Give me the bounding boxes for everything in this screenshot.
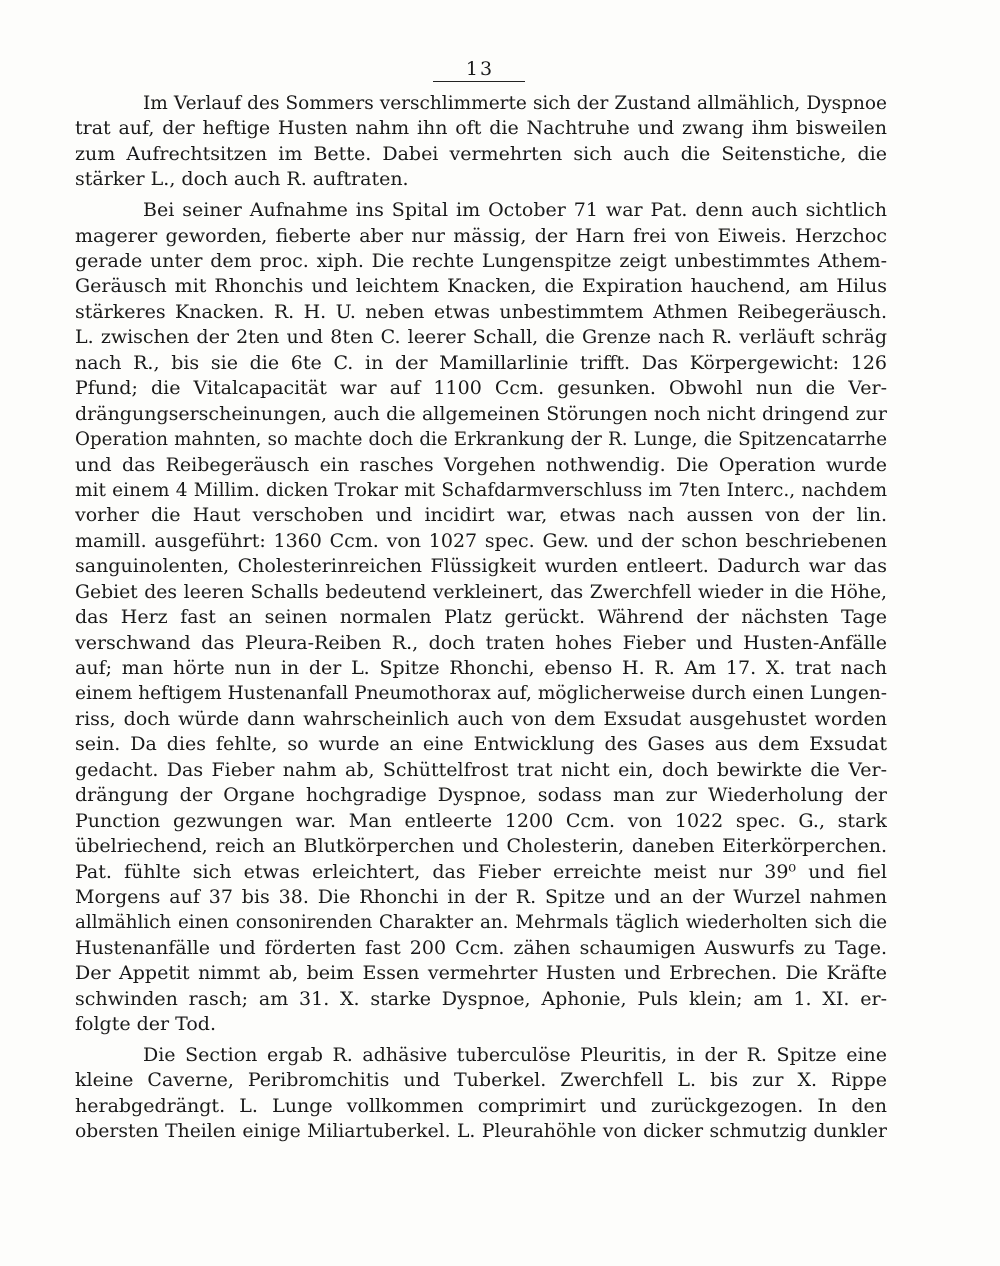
- text-line: übelriechend, reich an Blutkörperchen und Cholesterin, daneben Eiterkörperchen.: [75, 835, 887, 858]
- text-line: obersten Theilen einige Miliartuberkel. L. Pleurahöhle von dicker schmutzig dunkler: [75, 1121, 887, 1143]
- paragraph-3: [75, 1043, 887, 1145]
- text-line: Gebiet des leeren Schalls bedeutend verkleinert, das Zwerchfell wieder in die Höhe,: [75, 581, 887, 603]
- text-line: mamill. ausgeführt: 1360 Ccm. von 1027 spec. Gew. und der schon beschriebenen: [75, 529, 887, 552]
- text-line: und das Reibegeräusch ein rasches Vorgehen nothwendig. Die Operation wurde: [75, 453, 887, 476]
- text-line: mit einem 4 Millim. dicken Trokar mit Schafdarmverschluss im 7ten Interc., nachdem: [75, 479, 887, 501]
- text-line: stärker L., doch auch R. auftraten.: [75, 168, 409, 191]
- text-line: drängung der Organe hochgradige Dyspnoe, sodass man zur Wiederholung der: [75, 784, 887, 807]
- text-line: gedacht. Das Fieber nahm ab, Schüttelfrost trat nicht ein, doch bewirkte die Ver-: [75, 758, 887, 781]
- text-line: Der Appetit nimmt ab, beim Essen vermehrter Husten und Erbrechen. Die Kräfte: [75, 962, 887, 985]
- text-line: allmählich einen consonirenden Charakter an. Mehrmals täglich wiederholten sich die: [75, 912, 887, 934]
- page-number-rule: [433, 81, 525, 82]
- text-line: Hustenanfälle und förderten fast 200 Ccm. zähen schaumigen Auswurfs zu Tage.: [75, 936, 887, 959]
- page-number: 13: [465, 58, 495, 80]
- text-line: Operation mahnten, so machte doch die Erkrankung der R. Lunge, die Spitzencatarrhe: [75, 429, 887, 451]
- text-line: Punction gezwungen war. Man entleerte 1200 Ccm. von 1022 spec. G., stark: [75, 809, 887, 832]
- text-line: stärkeres Knacken. R. H. U. neben etwas unbestimmtem Athmen Reibegeräusch.: [75, 300, 887, 323]
- text-line: L. zwischen der 2ten und 8ten C. leerer Schall, die Grenze nach R. verläuft schräg: [75, 326, 887, 349]
- paragraph-1: [75, 91, 887, 193]
- text-line: Bei seiner Aufnahme ins Spital im October 71 war Pat. denn auch sichtlich: [143, 199, 887, 222]
- body-text: [75, 91, 887, 1145]
- paragraph-2: [75, 198, 887, 1037]
- text-line: Die Section ergab R. adhäsive tuberculöse Pleuritis, in der R. Spitze eine: [143, 1043, 887, 1066]
- text-line: gerade unter dem proc. xiph. Die rechte Lungenspitze zeigt unbestimmtes Athem-: [75, 250, 887, 273]
- text-line: Pfund; die Vitalcapacität war auf 1100 Ccm. gesunken. Obwohl nun die Ver-: [75, 377, 887, 400]
- text-line: schwinden rasch; am 31. X. starke Dyspnoe, Aphonie, Puls klein; am 1. XI. er-: [75, 987, 887, 1010]
- text-line: auf; man hörte nun in der L. Spitze Rhonchi, ebenso H. R. Am 17. X. trat nach: [75, 657, 887, 680]
- text-line: magerer geworden, fieberte aber nur mässig, der Harn frei von Eiweis. Herzchoc: [75, 224, 887, 247]
- text-line: folgte der Tod.: [75, 1013, 216, 1036]
- text-line: einem heftigem Hustenanfall Pneumothorax auf, möglicherweise durch einen Lungen-: [75, 683, 887, 705]
- text-line: Morgens auf 37 bis 38. Die Rhonchi in der R. Spitze und an der Wurzel nahmen: [75, 885, 887, 908]
- text-line: drängungserscheinungen, auch die allgemeinen Störungen noch nicht dringend zur: [75, 402, 887, 425]
- text-line: Pat. fühlte sich etwas erleichtert, das Fieber erreichte meist nur 39⁰ und fiel: [75, 860, 887, 883]
- text-line: vorher die Haut verschoben und incidirt war, etwas nach aussen von der lin.: [75, 504, 887, 527]
- text-line: sanguinolenten, Cholesterinreichen Flüssigkeit wurden entleert. Dadurch war das: [75, 555, 887, 578]
- text-line: zum Aufrechtsitzen im Bette. Dabei vermehrten sich auch die Seitenstiche, die: [75, 142, 887, 165]
- text-line: riss, doch würde dann wahrscheinlich auch von dem Exsudat ausgehustet worden: [75, 707, 887, 730]
- text-line: kleine Caverne, Peribromchitis und Tuberkel. Zwerchfell L. bis zur X. Rippe: [75, 1069, 887, 1092]
- text-line: trat auf, der heftige Husten nahm ihn oft die Nachtruhe und zwang ihm bisweilen: [75, 117, 887, 140]
- text-line: Geräusch mit Rhonchis und leichtem Knacken, die Expiration hauchend, am Hilus: [75, 275, 887, 298]
- text-line: herabgedrängt. L. Lunge vollkommen comprimirt und zurückgezogen. In den: [75, 1094, 887, 1117]
- text-line: nach R., bis sie die 6te C. in der Mamillarlinie trifft. Das Körpergewicht: 126: [75, 351, 887, 374]
- text-line: Im Verlauf des Sommers verschlimmerte sich der Zustand allmählich, Dyspnoe: [143, 93, 887, 114]
- text-line: das Herz fast an seinen normalen Platz gerückt. Während der nächsten Tage: [75, 606, 887, 629]
- text-line: sein. Da dies fehlte, so wurde an eine Entwicklung des Gases aus dem Exsudat: [75, 733, 887, 756]
- text-line: verschwand das Pleura-Reiben R., doch traten hohes Fieber und Husten-Anfälle: [75, 631, 887, 654]
